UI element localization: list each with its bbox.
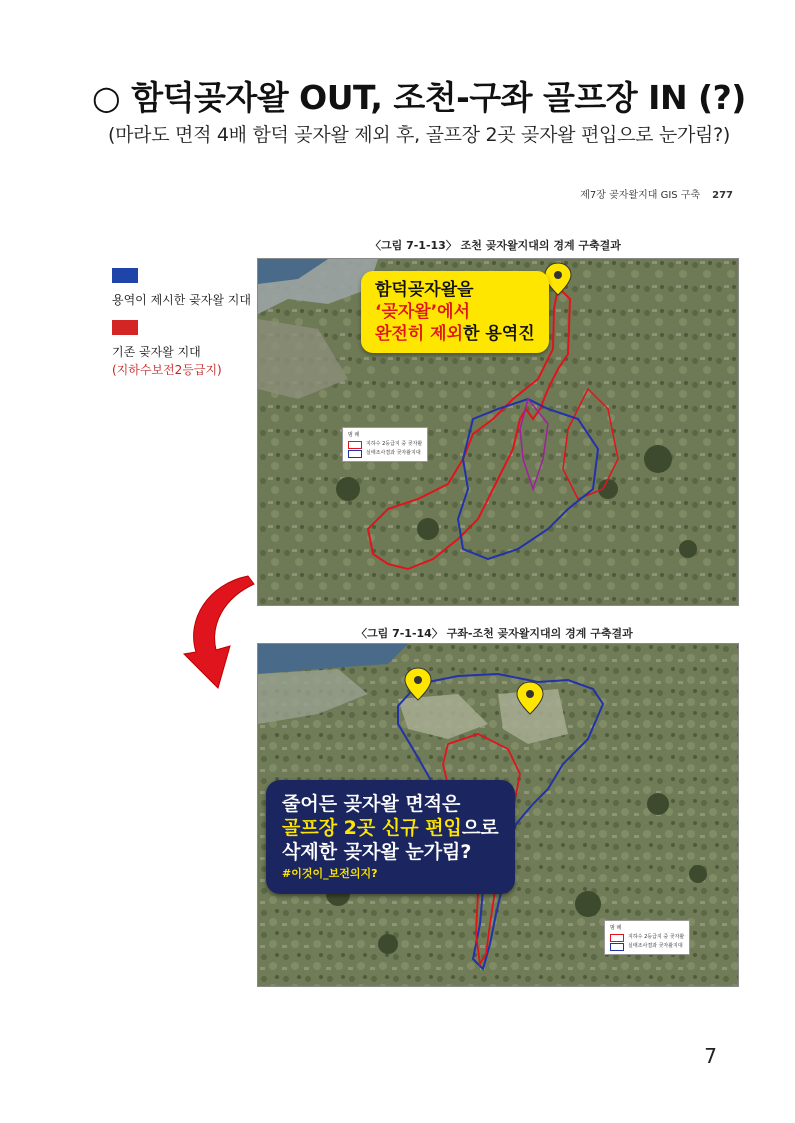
figure1-caption: 〈그림 7-1-13〉 조천 곶자왈지대의 경계 구축결과 <box>370 239 621 252</box>
figure2-callout-tag: #이것이_보전의지? <box>282 867 378 880</box>
legend-note-red: (지하수보전2등급지) <box>112 363 222 377</box>
figure2-callout-line1: 줄어든 곶자왈 면적은 <box>282 793 461 815</box>
figure1-callout-line1: 함덕곶자왈을 <box>375 280 474 300</box>
figure1-callout-line2: ‘곶자왈’에서 <box>375 302 471 322</box>
figure2-callout-line2-rest: 으로 <box>461 817 499 839</box>
map-legend-red-box <box>348 441 362 449</box>
running-head <box>580 186 733 201</box>
running-head-page: 277 <box>712 190 733 201</box>
page-number: 7 <box>704 1044 717 1068</box>
figure2-map-legend-red: 지하수 2등급지 중 곶자왈 <box>628 934 685 940</box>
figure2-callout-line3: 삭제한 곶자왈 눈가림? <box>282 841 472 863</box>
figure1-map-legend <box>342 427 428 462</box>
figure1-callout-line3-red: 완전히 제외 <box>375 324 464 344</box>
figure2-map-legend <box>604 920 690 955</box>
figure1-callout-line3-rest: 한 용역진 <box>463 324 535 344</box>
running-head-chapter: 제7장 곶자왈지대 GIS 구축 <box>580 190 701 201</box>
map-legend-blue-box <box>348 450 362 458</box>
legend-swatch-red <box>112 320 138 335</box>
figure2-callout-line2-yellow: 골프장 2곳 신규 편입 <box>282 817 462 839</box>
figure2-map <box>257 643 739 987</box>
page-title: ○ 함덕곶자왈 OUT, 조천-구좌 골프장 IN (?) <box>92 78 746 117</box>
figure1-map-legend-red: 지하수 2등급지 중 곶자왈 <box>366 441 423 447</box>
figure1-callout <box>361 271 549 353</box>
map-legend-blue-box <box>610 943 624 951</box>
figure1-map <box>257 258 739 606</box>
figure1-map-legend-title: 범 례 <box>348 432 360 438</box>
figure2-caption: 〈그림 7-1-14〉 구좌-조천 곶자왈지대의 경계 구축결과 <box>356 627 633 640</box>
figure2-map-legend-blue: 실태조사결과 곶자왈지대 <box>628 943 683 949</box>
page-subtitle: (마라도 면적 4배 함덕 곶자왈 제외 후, 골프장 2곳 곶자왈 편입으로 눈가림?) <box>108 124 730 146</box>
figure2-map-legend-title: 범 례 <box>610 925 622 931</box>
legend-swatch-blue <box>112 268 138 283</box>
figure2-callout <box>266 780 515 894</box>
map-legend-red-box <box>610 934 624 942</box>
figure1-map-legend-blue: 실태조사결과 곶자왈지대 <box>366 450 421 456</box>
legend-label-red: 기존 곶자왈 지대 <box>112 345 201 359</box>
legend-label-blue: 용역이 제시한 곶자왈 지대 <box>112 293 251 307</box>
curved-arrow-icon <box>178 570 258 692</box>
